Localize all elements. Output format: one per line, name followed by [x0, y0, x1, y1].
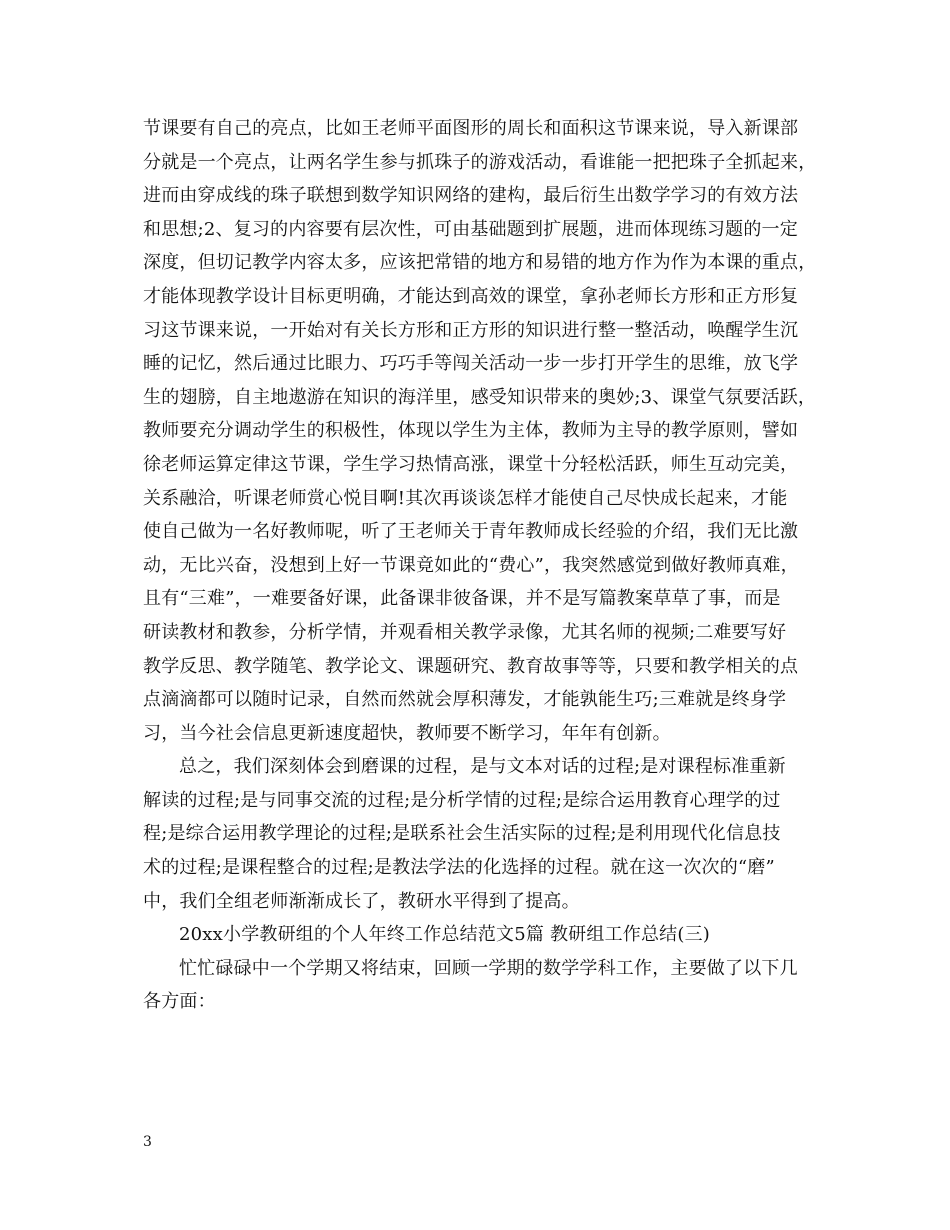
text-line: 各方面： [143, 991, 216, 1013]
text-line: 教学反思、教学随笔、教学论文、课题研究、教育故事等等，只要和教学相关的点 [143, 655, 799, 677]
body-text [143, 112, 823, 1019]
text-line: 分就是一个亮点，让两名学生参与抓珠子的游戏活动，看谁能一把把珠子全抓起来， [143, 151, 817, 173]
text-line: 习，当今社会信息更新速度超快，教师要不断学习，年年有创新。 [143, 722, 671, 744]
text-line: 研读教材和教参，分析学情，并观看相关教学录像，尤其名师的视频;二难要写好 [143, 621, 787, 643]
text-line: 关系融洽，听课老师赏心悦目啊!其次再谈谈怎样才能使自己尽快成长起来，才能 [143, 487, 788, 509]
text-line: 解读的过程;是与同事交流的过程;是分析学情的过程;是综合运用教育心理学的过 [143, 789, 781, 811]
text-line: 才能体现教学设计目标更明确，才能达到高效的课堂，拿孙老师长方形和正方形复 [143, 285, 799, 307]
text-line: 点滴滴都可以随时记录，自然而然就会厚积薄发，才能孰能生巧;三难就是终身学 [143, 689, 787, 711]
text-line: 习这节课来说，一开始对有关长方形和正方形的知识进行整一整活动，唤醒学生沉 [143, 319, 799, 341]
text-line: 深度，但切记教学内容太多，应该把常错的地方和易错的地方作为作为本课的重点， [143, 252, 817, 274]
text-line: 和思想;2、复习的内容要有层次性，可由基础题到扩展题，进而体现练习题的一定 [143, 218, 798, 240]
text-line: 教师要充分调动学生的积极性，体现以学生为主体，教师为主导的教学原则，譬如 [143, 420, 799, 442]
text-line: 动，无比兴奋，没想到上好一节课竟如此的“费心”，我突然感觉到做好教师真难， [143, 554, 799, 576]
text-line: 使自己做为一名好教师呢，听了王老师关于青年教师成长经验的介绍，我们无比激 [143, 521, 799, 543]
text-line: 睡的记忆，然后通过比眼力、巧巧手等闯关活动一步一步打开学生的思维，放飞学 [143, 353, 799, 375]
text-line: 生的翅膀，自主地遨游在知识的海洋里，感受知识带来的奥妙;3、课堂气氛要活跃， [143, 386, 817, 408]
text-line: 进而由穿成线的珠子联想到数学知识网络的建构，最后衍生出数学学习的有效方法 [143, 185, 799, 207]
text-line: 中，我们全组老师渐渐成长了，教研水平得到了提高。 [143, 890, 580, 912]
text-line: 徐老师运算定律这节课，学生学习热情高涨，课堂十分轻松活跃，师生互动完美， [143, 453, 799, 475]
text-line: 术的过程;是课程整合的过程;是教法学法的化选择的过程。就在这一次次的“磨” [143, 857, 775, 879]
section-heading: 20xx小学教研组的个人年终工作总结范文5篇 教研组工作总结(三) [179, 924, 711, 946]
paragraph-start-line: 总之，我们深刻体会到磨课的过程，是与文本对话的过程;是对课程标准重新 [179, 756, 786, 778]
text-line: 且有“三难”，一难要备好课，此备课非彼备课，并不是写篇教案草草了事，而是 [143, 588, 781, 610]
text-line: 节课要有自己的亮点，比如王老师平面图形的周长和面积这节课来说，导入新课部 [143, 118, 799, 139]
text-line: 程;是综合运用教学理论的过程;是联系社会生活实际的过程;是利用现代化信息技 [143, 823, 781, 845]
page-number: 3 [143, 1134, 152, 1150]
paragraph-start-line: 忙忙碌碌中一个学期又将结束，回顾一学期的数学学科工作，主要做了以下几 [179, 957, 798, 979]
